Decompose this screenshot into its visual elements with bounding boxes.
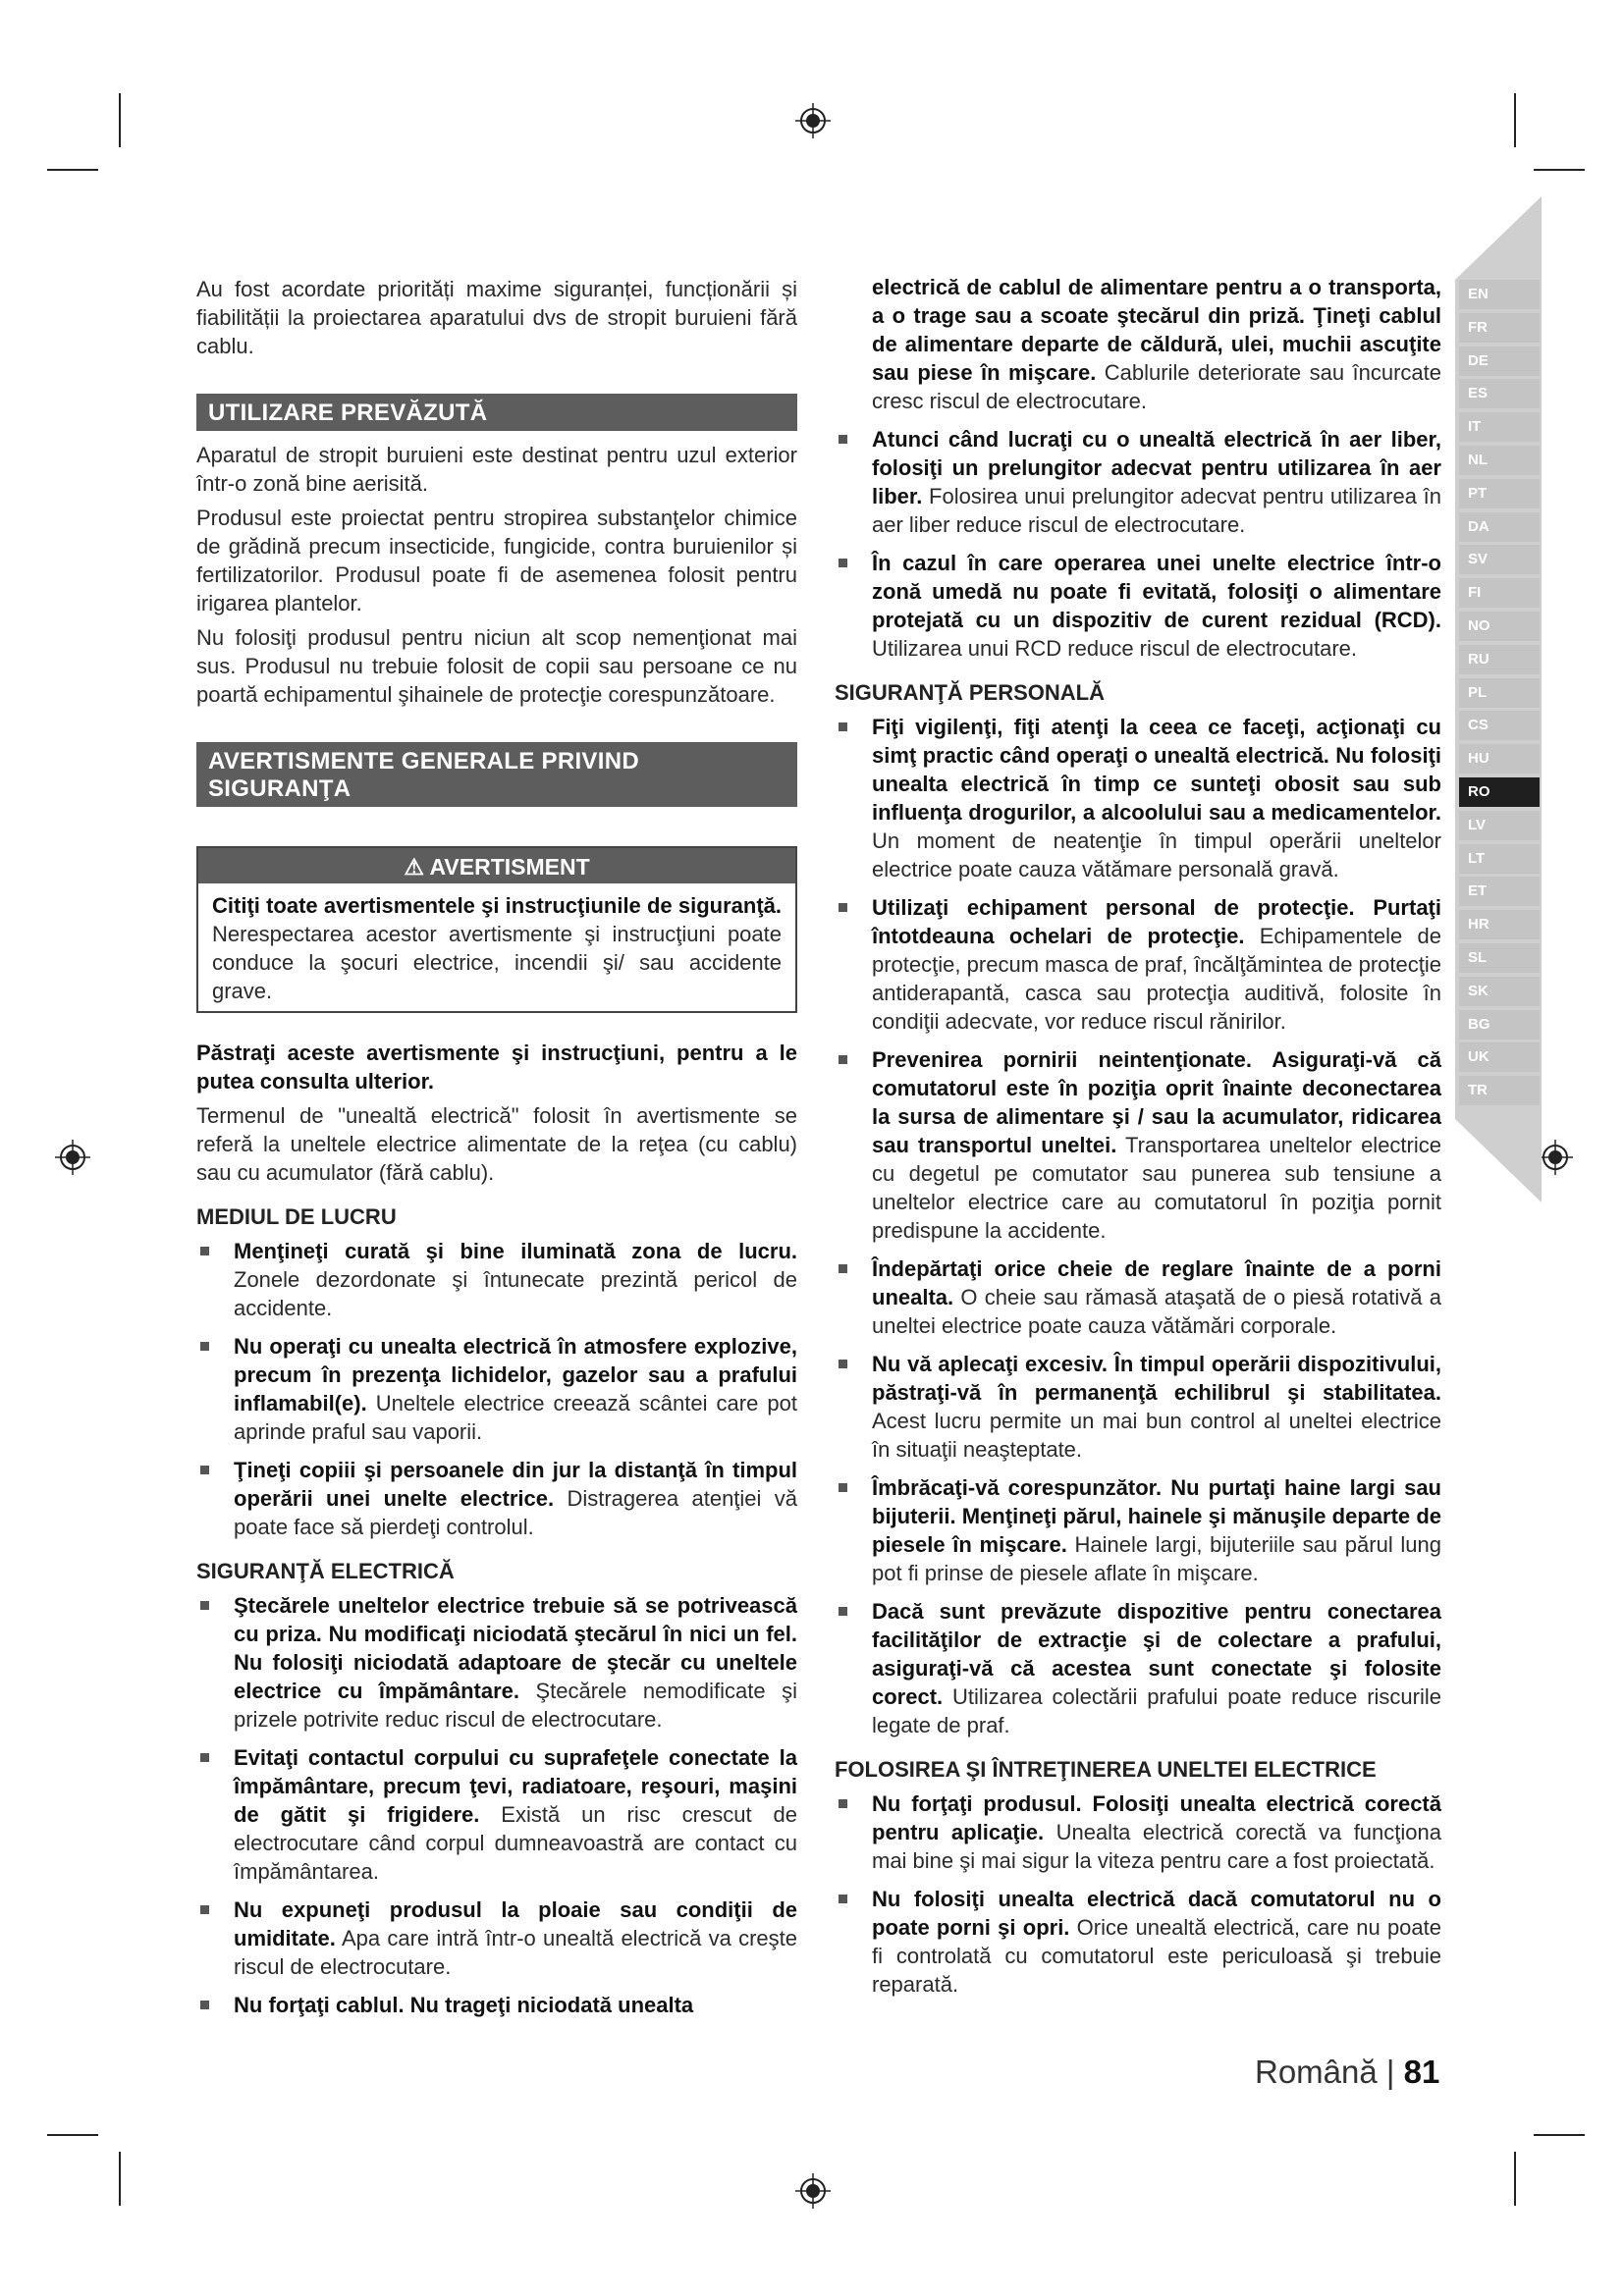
bullet-square-icon — [839, 1607, 847, 1616]
list-item: Utilizaţi echipament personal de protecţie. Purtaţi întotdeauna ochelari de protecţie. Echipamentele de protecţie, precum masca de praf, încălţămintea de protecţie antiderapantă, casca sau protecţia auditivă, folosite în condiţii adecvate, vor reduce riscul rănirilor. — [835, 893, 1441, 1036]
section-heading-usage: UTILIZARE PREVĂZUTĂ — [196, 394, 797, 431]
language-tab-sl[interactable]: SL — [1459, 943, 1540, 973]
bullet-square-icon — [200, 1466, 209, 1474]
term-definition: Termenul de "unealtă electrică" folosit în avertismente se referă la uneltele electrice alimentate de la reţea (cu cablu) sau cu acumulator (fără cablu). — [196, 1103, 797, 1185]
language-tab-uk[interactable]: UK — [1459, 1042, 1540, 1072]
language-tab-lv[interactable]: LV — [1459, 811, 1540, 840]
language-tab-sv[interactable]: SV — [1459, 545, 1540, 574]
warning-title: AVERTISMENT — [429, 854, 590, 880]
bullet-square-icon — [200, 1247, 209, 1255]
bullet-square-icon — [839, 722, 847, 731]
usage-paragraph: Nu folosiţi produsul pentru niciun alt scop nemenţionat mai sus. Produsul nu trebuie folosit de copii sau persoane ce nu poartă echipamentul şihainele de protecţie corespunzătoare. — [196, 625, 797, 707]
bullet-square-icon — [200, 1601, 209, 1610]
bullet-square-icon — [200, 1342, 209, 1351]
bullet-square-icon — [839, 1055, 847, 1064]
list-item: Ştecărele uneltelor electrice trebuie să se potrivească cu priza. Nu modificaţi niciodată ştecărul în nici un fel. Nu folosiţi niciodată adaptoare de ştecăr cu uneltele electrice cu împământare. Ştecărele nemodificate şi prizele potrivite reduc riscul de electrocutare. — [196, 1591, 797, 1734]
bullet-square-icon — [839, 903, 847, 912]
list-item: Îmbrăcaţi-vă corespunzător. Nu purtaţi haine largi sau bijuterii. Menţineţi părul, hainele şi mănuşile departe de piesele în mişcare. Hainele largi, bijuteriile sau părul lung pot fi prinse de piesele aflate în mişcare. — [835, 1473, 1441, 1587]
language-tab-da[interactable]: DA — [1459, 512, 1540, 542]
registration-mark-icon — [795, 2173, 831, 2209]
electrical-safety-list-continued — [835, 273, 1441, 663]
crop-mark — [47, 169, 98, 171]
language-tab-de[interactable]: DE — [1459, 347, 1540, 376]
language-tab-no[interactable]: NO — [1459, 612, 1540, 641]
work-area-list — [196, 1237, 797, 1541]
bullet-square-icon — [839, 559, 847, 567]
keep-instructions — [196, 1039, 797, 1095]
usage-paragraph: Produsul este proiectat pentru stropirea substanţelor chimice de grădină precum insecticide, fungicide, contra buruienilor și fertilizatorilor. Produsul poate fi de asemenea folosit pentru irigarea plantelor. — [196, 506, 797, 615]
heading-personal-safety: SIGURANŢĂ PERSONALĂ — [835, 680, 1106, 705]
language-tab-pl[interactable]: PL — [1459, 678, 1540, 708]
footer-language: Română — [1255, 2054, 1378, 2090]
heading-work-area: MEDIUL DE LUCRU — [196, 1204, 397, 1229]
language-tab-bg[interactable]: BG — [1459, 1010, 1540, 1040]
registration-mark-icon — [795, 103, 831, 138]
registration-mark-icon — [55, 1140, 90, 1175]
language-tab-hr[interactable]: HR — [1459, 910, 1540, 939]
language-tab-sk[interactable]: SK — [1459, 977, 1540, 1006]
list-item: Ţineţi copiii şi persoanele din jur la distanţă în timpul operării unei unelte electrice. Distragerea atenţiei vă poate face să pierdeţi controlul. — [196, 1456, 797, 1541]
bullet-square-icon — [839, 1360, 847, 1368]
page-footer — [1255, 2054, 1439, 2091]
heading-use-and-care: FOLOSIREA ŞI ÎNTREŢINEREA UNELTEI ELECTRICE — [835, 1757, 1377, 1782]
bullet-square-icon — [839, 1264, 847, 1273]
left-column — [196, 275, 797, 2029]
list-item: Prevenirea pornirii neintenţionate. Asiguraţi-vă că comutatorul este în poziţia oprit înainte deconectarea la sursa de alimentare şi / sau la acumulator, ridicarea sau transportul uneltei. Transportarea uneltelor electrice cu degetul pe comutator sau punerea sub tensiune a uneltelor electrice care au comutatorul în poziţia pornit predispune la accidente. — [835, 1045, 1441, 1245]
intro-text: Au fost acordate priorități maxime siguranței, funcționării și fiabilității la proiectarea aparatului dvs de stropit buruieni fără cablu. — [196, 277, 797, 358]
crop-mark — [1534, 169, 1585, 171]
list-item: Atunci când lucraţi cu o unealtă electrică în aer liber, folosiţi un prelungitor adecvat pentru utilizarea în aer liber. Folosirea unui prelungitor adecvat pentru utilizarea în aer liber reduce riscul de electrocutare. — [835, 425, 1441, 539]
list-item: Nu folosiţi unealta electrică dacă comutatorul nu o poate porni şi opri. Orice unealtă electrică, care nu poate fi controlată cu comutatorul este periculoasă şi trebuie reparată. — [835, 1885, 1441, 1999]
language-tab-it[interactable]: IT — [1459, 412, 1540, 442]
list-item: Dacă sunt prevăzute dispozitive pentru conectarea facilităţilor de extracţie şi de colectare a prafului, asiguraţi-vă că acestea sunt conectate şi folosite corect. Utilizarea colectării prafului poate reduce riscurile legate de praf. — [835, 1597, 1441, 1739]
list-item: Fiţi vigilenţi, fiţi atenţi la ceea ce faceţi, acţionaţi cu simţ practic când operaţi o unealtă electrică. Nu folosiţi unealta electrică în timp ce sunteţi obosit sau sub influenţa drogurilor, a alcoolului sau a medicamentelor. Un moment de neatenţie în timpul operării uneltelor electrice poate cauza vătămare personală gravă. — [835, 713, 1441, 883]
keep-instructions-bold: Păstraţi aceste avertismente şi instrucţiuni, pentru a le putea consulta ulterior. — [196, 1041, 797, 1094]
language-tab-hu[interactable]: HU — [1459, 744, 1540, 774]
page-number: 81 — [1403, 2054, 1440, 2090]
warning-triangle-icon: ⚠ — [404, 854, 424, 880]
language-tab-es[interactable]: ES — [1459, 379, 1540, 408]
language-tab-fi[interactable]: FI — [1459, 578, 1540, 608]
usage-paragraph: Aparatul de stropit buruieni este destinat pentru uzul exterior într-o zonă bine aerisită. — [196, 443, 797, 496]
language-tab-fr[interactable]: FR — [1459, 313, 1540, 343]
heading-electrical-safety: SIGURANŢĂ ELECTRICĂ — [196, 1559, 455, 1583]
warning-box — [196, 846, 797, 1013]
list-item: Menţineţi curată şi bine iluminată zona de lucru. Zonele dezordonate şi întunecate prezintă pericol de accidente. — [196, 1237, 797, 1322]
personal-safety-list — [835, 713, 1441, 1739]
use-care-list — [835, 1789, 1441, 1999]
crop-mark — [119, 2152, 121, 2206]
language-tab-tr[interactable]: TR — [1459, 1076, 1540, 1105]
bullet-square-icon — [200, 1905, 209, 1914]
crop-mark — [47, 2134, 98, 2136]
bullet-square-icon — [839, 1799, 847, 1808]
language-tab-cs[interactable]: CS — [1459, 711, 1540, 740]
warning-box-header — [198, 848, 795, 883]
bullet-square-icon — [200, 1753, 209, 1762]
bullet-square-icon — [200, 2001, 209, 2009]
bullet-square-icon — [839, 1483, 847, 1492]
bullet-square-icon — [839, 1895, 847, 1903]
list-item: Nu expuneţi produsul la ploaie sau condiţii de umiditate. Apa care intră într-o unealtă electrică va creşte riscul de electrocutare. — [196, 1896, 797, 1981]
section-heading-general-safety: AVERTISMENTE GENERALE PRIVIND SIGURANŢA — [196, 742, 797, 807]
crop-mark — [1514, 93, 1516, 147]
language-tab-pt[interactable]: PT — [1459, 479, 1540, 508]
language-tab-ru[interactable]: RU — [1459, 645, 1540, 674]
footer-separator: | — [1385, 2054, 1395, 2090]
language-tab-en[interactable]: EN — [1459, 280, 1540, 309]
bullet-square-icon — [839, 435, 847, 444]
list-item: Îndepărtaţi orice cheie de reglare înainte de a porni unealta. O cheie sau rămasă ataşată de o piesă rotativă a uneltei electrice poate cauza vătămări corporale. — [835, 1255, 1441, 1340]
list-item: Evitaţi contactul corpului cu suprafeţele conectate la împământare, precum ţevi, radiatoare, reşouri, maşini de gătit şi frigidere. Există un risc crescut de electrocutare când corpul dumneavoastră are contact cu împământarea. — [196, 1743, 797, 1886]
electrical-safety-list — [196, 1591, 797, 2019]
list-item: În cazul în care operarea unei unelte electrice într-o zonă umedă nu poate fi evitată, folosiţi o alimentare protejată cu un dispozitiv de curent rezidual (RCD). Utilizarea unui RCD reduce riscul de electrocutare. — [835, 549, 1441, 663]
language-tab-ro[interactable]: RO — [1459, 777, 1540, 807]
list-item: Nu operaţi cu unealta electrică în atmosfere explozive, precum în prezenţa lichidelor, gazelor sau a prafului inflamabil(e). Uneltele electrice creează scântei care pot aprinde praful sau vaporii. — [196, 1332, 797, 1446]
crop-mark — [1514, 2152, 1516, 2206]
list-item: Nu vă aplecaţi excesiv. În timpul operării dispozitivului, păstraţi-vă în permanenţă echilibrul şi stabilitatea. Acest lucru permite un mai bun control al uneltei electrice în situaţii neaşteptate. — [835, 1350, 1441, 1464]
right-column — [835, 273, 1441, 2008]
list-item: Nu forţaţi produsul. Folosiţi unealta electrică corectă pentru aplicaţie. Unealta electrică corectă va funcţiona mai bine şi mai sigur la viteza pentru care a fost proiectată. — [835, 1789, 1441, 1875]
language-tab-lt[interactable]: LT — [1459, 844, 1540, 874]
warning-bold-text: Citiţi toate avertismentele şi instrucţiunile de siguranţă. — [212, 893, 782, 918]
list-item: Nu forţaţi cablul. Nu trageţi niciodată unealta — [196, 1991, 797, 2019]
list-item-continued: electrică de cablul de alimentare pentru a o transporta, a o trage sau a scoate ştecărul din priză. Ţineţi cablul de alimentare departe de căldură, ulei, muchii ascuţite sau piese în mişcare. Cablurile deteriorate sau încurcate cresc riscul de electrocutare. — [872, 275, 1441, 413]
crop-mark — [1534, 2134, 1585, 2136]
warning-text: Nerespectarea acestor avertismente şi instrucţiuni poate conduce la şocuri electrice, incendii şi/ sau accidente grave. — [212, 922, 782, 1003]
language-tab-et[interactable]: ET — [1459, 877, 1540, 906]
language-tab-nl[interactable]: NL — [1459, 446, 1540, 475]
crop-mark — [119, 93, 121, 147]
warning-box-body — [198, 883, 795, 1011]
